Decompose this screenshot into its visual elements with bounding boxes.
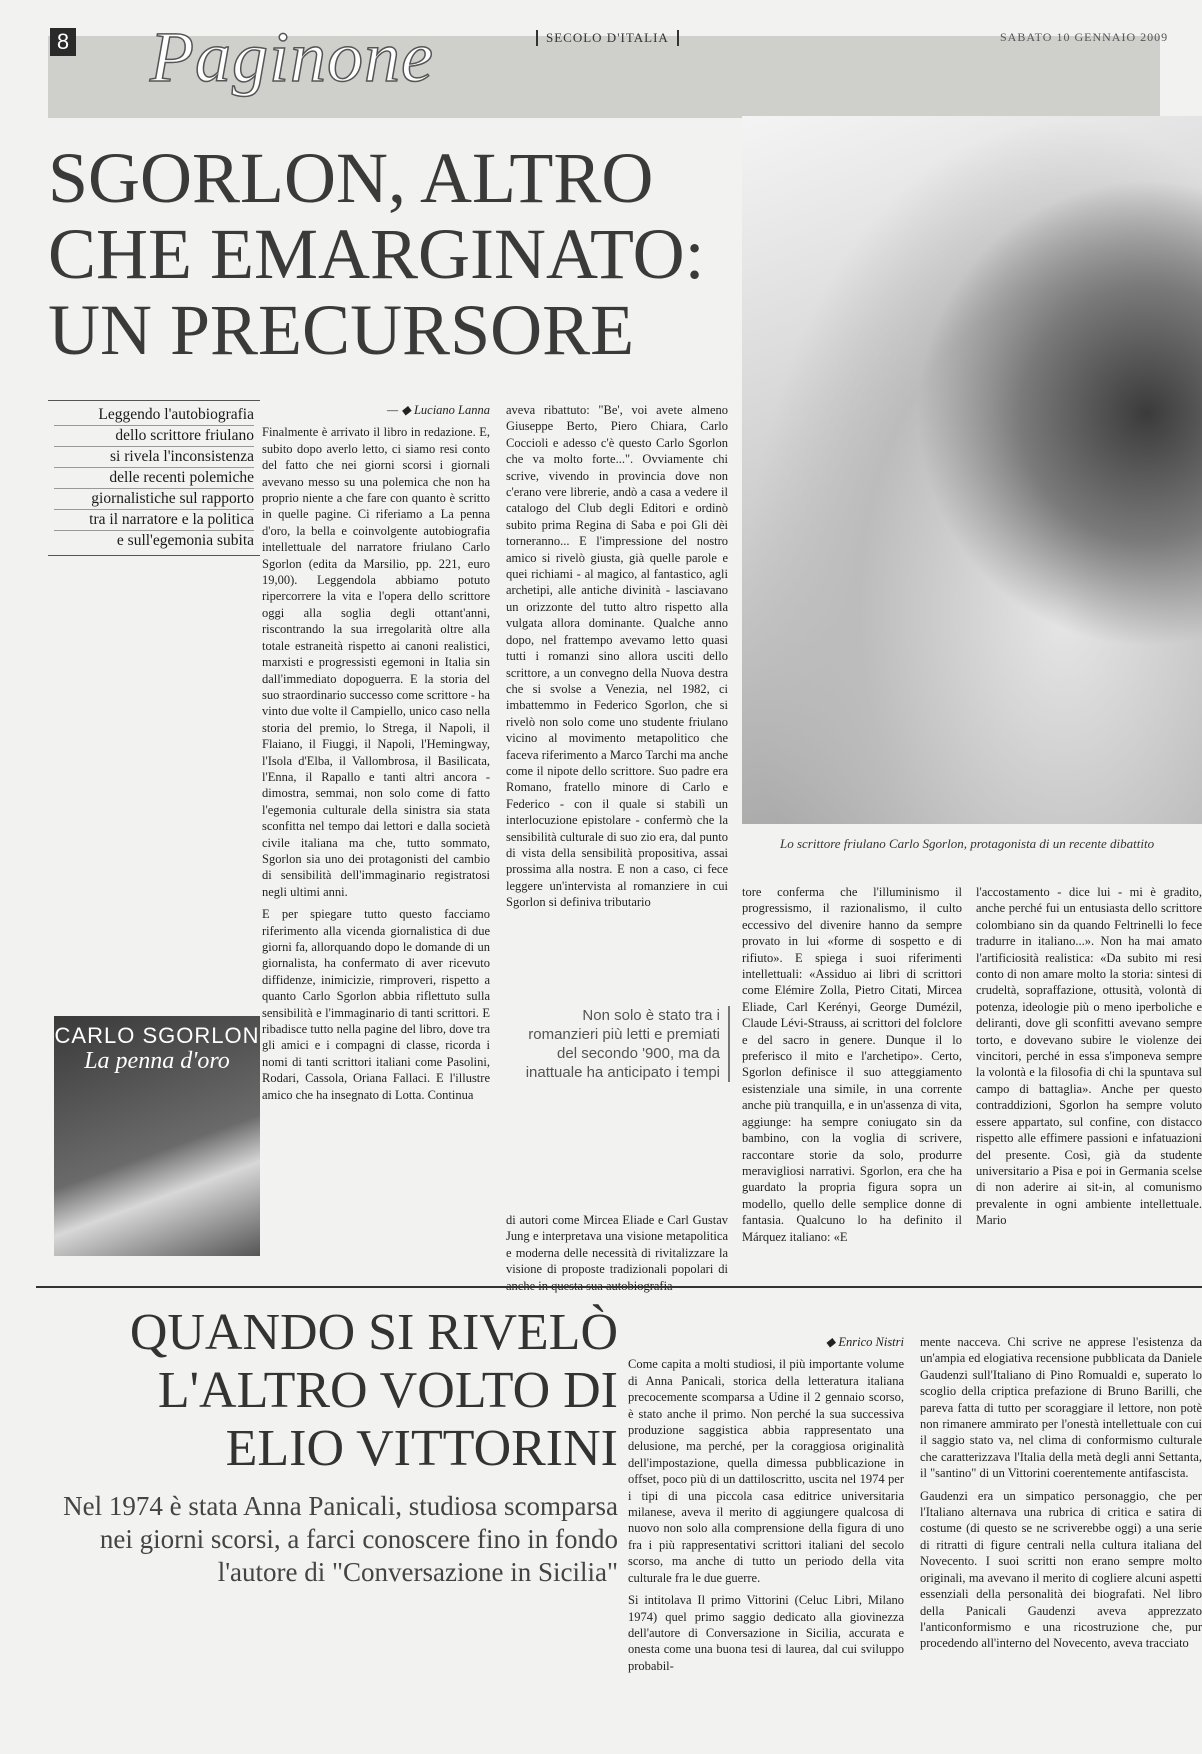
article-column-3	[506, 1212, 728, 1293]
lead-line: Leggendo l'autobiografia	[54, 405, 254, 426]
article-paragraph: di autori come Mircea Eliade e Carl Gustav Jung e interpretava una visione metapolitica e moderna delle necessità di rivitalizzare la visione di proposte tradizionali popolari di anche in questa sua autobiografia	[506, 1213, 728, 1293]
article-paragraph: Come capita a molti studiosi, il più importante volume di Anna Panicali, storica della letteratura italiana precocemente scomparsa a Udine il 2 gennaio scorso, è stato anche il primo. Non perché la sua successiva produzione saggistica abbia rappresentato una delusione, ma perché, per la coraggiosa originalità dell'impostazione, quella dimessa pubblicazione in offset, poco più di un dattiloscritto, uscita nel 1974 per i tipi di una piccola casa editrice universitaria milanese, aveva il merito di aggiungere qualcosa di nuovo non solo alla comprensione della figura di uno fra i più rappresentativi scrittori italiani del secolo scorso, ma anche di tutto un periodo della vita culturale fra le due guerre.	[628, 1357, 904, 1585]
byline-2: ◆ Enrico Nistri	[825, 1335, 904, 1349]
article-column-2	[506, 402, 728, 982]
book-cover	[54, 1016, 260, 1256]
article-paragraph: E per spiegare tutto questo facciamo riferimento alla vicenda giornalistica di due giorni fa, allorquando dopo le domande di un giornalista, ha confermato di aver ricevuto diffidenze, inimicizie, rimproveri, rispetto a quanto Carlo Sgorlon abbia riflettuto sulla sensibilità e l'immaginario di tanti scrittori. E ribadisce tutto nella pagine del libro, dove tra gli amici e i compagni di classe, ricorda i nomi di tanti scrittori italiani come Pasolini, Rodari, Cassola, Oriana Fallaci. E l'illustre amico che ha insegnato di Lotta. Continua	[262, 907, 490, 1102]
article-column-1	[262, 402, 490, 1260]
section-divider	[36, 1286, 1202, 1288]
pull-quote: Non solo è stato tra i romanzieri più letti e premiati del secondo '900, ma da inattuale ha anticipato i tempi	[520, 1006, 730, 1082]
lead-line: e sull'egemonia subita	[116, 532, 254, 549]
article-paragraph: Gaudenzi era un simpatico personaggio, che per l'Italiano alternava una rubrica di critica e satira di costume (di questo se ne scriverebbe oggi) a una serie di ritratti di figure centrali nella cultura italiana del Novecento. I suoi scritti non erano sempre molto originali, ma avevano il merito di cogliere alcuni aspetti essenziali della personalità dei biografati. Nel libro della Panicali Gaudenzi aveva apprezzato l'anticonformismo e una ricostruzione che, pur procedendo all'interno del Novecento, aveva tracciato	[920, 1488, 1202, 1651]
article-paragraph: Si intitolava Il primo Vittorini (Celuc Libri, Milano 1974) quel primo saggio dedicato alla giovinezza dell'autore di Conversazione in Sicilia, accurata e onesta come una buona tesi di laurea, dal cui sviluppo probabil-	[628, 1593, 904, 1673]
book-title: La penna d'oro	[84, 1048, 230, 1074]
article-paragraph: Finalmente è arrivato il libro in redazione. E, subito dopo averlo letto, ci siamo resi conto del fatto che nei giorni scorsi i giornali avevano messo su una polemica che non ha proprio niente a che fare con quanto è scritto in quelle pagine. Ci riferiamo a La penna d'oro, la bella e coinvolgente autobiografia intellettuale del narratore friulano Carlo Sgorlon (edita da Marsilio, pp. 221, euro 19,00). Leggendola abbiamo potuto ripercorrere la vita e l'opera dello scrittore oggi alla soglia degli ottant'anni, riscontrando la sua irregolarità oltre alla totale estraneità rispetto ai canoni realistici, marxisti e progressisti egemoni in Italia sin dall'immediato dopoguerra. E la storia del suo straordinario successo come scrittore - ha vinto due volte il Campiello, unico caso nella storia del premio, lo Strega, il Napoli, il Flaiano, il Fiuggi, il Napoli, l'Hemingway, l'Isola d'Elba, il Vallombrosa, il Basilicata, l'Enna, il Rapallo e tanti altri ancora - dimostra, semmai, non solo come di fatto l'egemonia culturale della sinistra sia stata sconfitta nel tempo dai lettori e dalla società civile italiana ma che, tutto sommato, Sgorlon sia uno dei protagonisti del cambio di sensibilità dell'immaginario registratosi negli ultimi anni.	[262, 425, 490, 899]
lead-line: si rivela l'inconsistenza	[54, 447, 254, 468]
byline-2-name: Enrico Nistri	[838, 1335, 904, 1349]
article2-column-1	[628, 1334, 904, 1754]
byline-name: Luciano Lanna	[413, 403, 490, 417]
deck-2: Nel 1974 è stata Anna Panicali, studiosa scomparsa nei giorni scorsi, a farci conoscere fino in fondo l'autore di "Conversazione in Sicilia"	[63, 1491, 618, 1587]
lead-summary	[48, 400, 260, 556]
article2-column-2	[920, 1334, 1202, 1754]
lead-line: giornalistiche sul rapporto	[54, 489, 254, 510]
lead-line: dello scrittore friulano	[54, 426, 254, 447]
article-paragraph: mente nacceva. Chi scrive ne apprese l'esistenza da un'ampia ed elogiativa recensione pubblicata da Daniele Gaudenzi sull'Italiano di Pino Romualdi e, superato lo scoglio della criptica prefazione di Bruno Barilli, che pareva fatta di tutto per scoraggiare il lettore, non potè non rimanere ammirato per l'onestà intellettuale con cui il saggio stato va, nel clima di conformismo culturale che caratterizzava l'Italia della metà degli anni Settanta, il "santino" di un Vittorini coerentemente antifascista.	[920, 1335, 1202, 1481]
article-column-5	[976, 884, 1202, 1260]
byline: — ◆ Luciano Lanna	[386, 403, 490, 417]
lead-line: tra il narratore e la politica	[54, 510, 254, 531]
headline-2: QUANDO SI RIVELÒ L'ALTRO VOLTO DI ELIO VITTORINI	[129, 1304, 618, 1477]
lead-line: delle recenti polemiche	[54, 468, 254, 489]
issue-date: SABATO 10 GENNAIO 2009	[1000, 30, 1169, 44]
headline: SGORLON, ALTRO CHE EMARGINATO: UN PRECURSORE	[48, 138, 705, 370]
section-title: Paginone	[150, 17, 434, 97]
author-photo	[742, 116, 1202, 824]
article-paragraph: tore conferma che l'illuminismo il progressismo, il razionalismo, il culto eccessivo del divenire hanno da sempre provato in lui «forme di sospetto e di rifiuto». E spiega i suoi riferimenti intellettuali: «Assiduo ai libri di scrittori come Elémire Zolla, Pietro Citati, Mircea Eliade, Carl Kerényi, George Dumézil, Claude Lévi-Strauss, ai scrittori del folclore e del sacro in genere. Dunque il lo preferisco il mito e l'archetipo». Certo, Sgorlon definisce il suo atteggiamento esistenziale una simile, in una corrente anche più tranquilla, e in un'assenza di vita, aggiunge: ha sempre coniugato sin da bambino, con la voglia di scrivere, raccontare storie da solo, produrre meravigliosi narrativi. Sgorlon, era che ha guardato la propria figura sopra un modello, quello delle semplice donne di fantasia. Qualcuno lo ha definito il Márquez italiano: «E	[742, 885, 962, 1244]
article-paragraph: l'accostamento - dice lui - mi è gradito, anche perché fui un entusiasta dello scrittore colombiano sin da quando Feltrinelli lo fece tradurre in italiano...». Non ha mai amato l'artificiosità realistica: «Da subito mi resi conto di non amare molto la storia: sintesi di crudeltà, sopraffazione, ottusità, volontà di potenza, ideologie più o meno iperboliche e deliranti, dove gli sconfitti avevano sempre torto, e dovevano subire le violenze dei vincitori, perché in essa s'imponeva sempre la volontà e la filosofia di chi la spuntava sul campo di battaglia». Anche per questo contraddizioni, Sgorlon ha sempre voluto essere appartato, sul confine, con distacco rispetto alle effimere passioni e infatuazioni del presente. Così, già da studente universitario a Pisa e poi in Germania scelse di non aderire ai sit-in, al comunismo prevalente in ogni ambiente intellettuale. Mario	[976, 885, 1202, 1228]
page-number: 8	[50, 28, 76, 56]
photo-caption: Lo scrittore friulano Carlo Sgorlon, protagonista di un recente dibattito	[780, 836, 1155, 851]
article-paragraph: aveva ribattuto: "Be', voi avete almeno Giuseppe Berto, Piero Chiara, Carlo Coccioli e adesso c'è questo Carlo Sgorlon che va molto forte...". Ovviamente chi scrive, vivendo in provincia dove non c'erano vere librerie, andò a casa a vedere il catalogo del Club degli Editori e ordinò subito prima Regina di Saba e poi Gli dèi torneranno... E l'impressione del nostro amico si rivelò giusta, già quelle parole e quei richiami - al magico, al fantastico, agli archetipi, alle antiche divinità - lasciavano un orizzonte del tutto altro rispetto alla vulgata allora dominante. Qualche anno dopo, nel frattempo avevamo letto quasi tutti i romanzi sino allora usciti dello scrittore, a un convegno della Nuova destra che si svolse a Venezia, nel 1982, ci imbattemmo in Federico Sgorlon, che si rivelò non solo come uno studente friulano vicino al movimento metapolitico che faceva riferimento a Marco Tarchi ma anche come il nipote dello scrittore. Suo padre era Romano, fratello minore di Carlo e Federico - con il quale si stabilì un interlocuzione epistolare - confermò che la sensibilità culturale di suo zio era, dal punto di vista della sensibilità propositiva, assai prossima alla nostra. E non a caso, ci fece leggere un'intervista al romanziere in cui Sgorlon si definiva tributario	[506, 403, 728, 910]
book-author: CARLO SGORLON	[54, 1023, 260, 1048]
article-column-4	[742, 884, 962, 1260]
masthead: SECOLO D'ITALIA	[536, 30, 679, 46]
